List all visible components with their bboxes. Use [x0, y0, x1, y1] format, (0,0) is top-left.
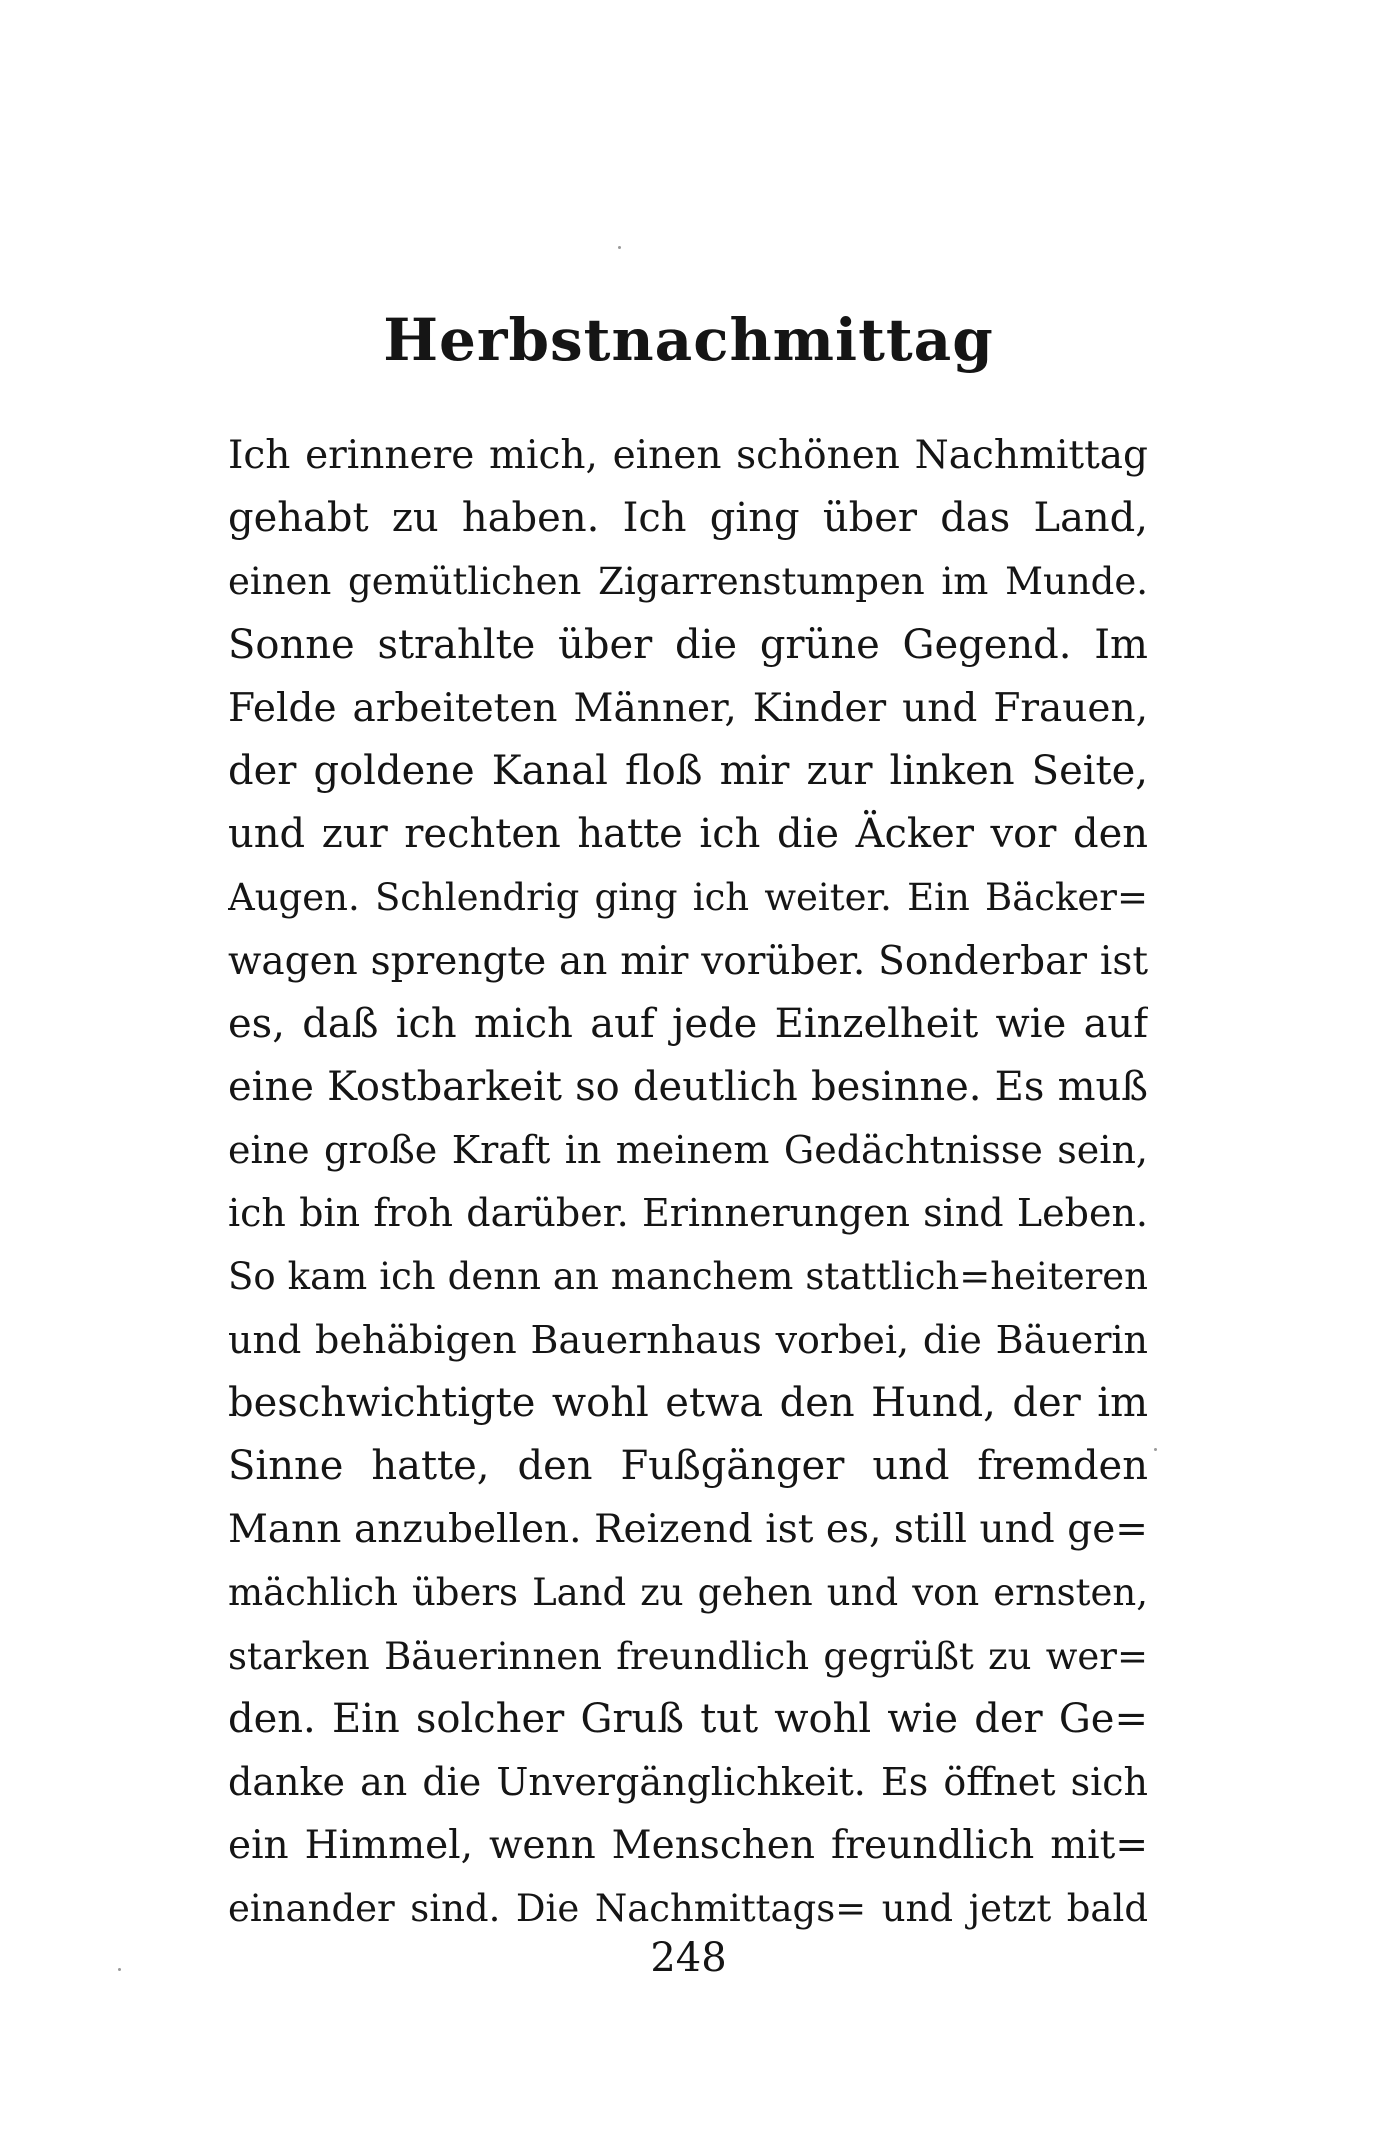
- text-line: danke an die Unvergänglichkeit. Es öffnet sich: [228, 1759, 1148, 1804]
- text-line: einander sind. Die Nachmittags= und jetzt bald: [228, 1887, 1148, 1931]
- text-line: Sinne hatte, den Fußgänger und fremden: [228, 1443, 1148, 1489]
- page-number: 248: [650, 1935, 727, 1981]
- text-line: Augen. Schlendrig ging ich weiter. Ein Bäcker=: [228, 876, 1148, 920]
- text-line: den. Ein solcher Gruß tut wohl wie der Ge=: [228, 1695, 1148, 1742]
- text-line: Felde arbeiteten Männer, Kinder und Frauen,: [228, 685, 1148, 731]
- body-text: [228, 424, 1148, 1941]
- text-line: eine große Kraft in meinem Gedächtnisse sein,: [228, 1128, 1148, 1173]
- text-line: ein Himmel, wenn Menschen freundlich mit=: [228, 1823, 1148, 1869]
- text-line: Mann anzubellen. Reizend ist es, still und ge=: [228, 1507, 1148, 1553]
- text-line: es, daß ich mich auf jede Einzelheit wie auf: [228, 1000, 1148, 1047]
- text-line: starken Bäuerinnen freundlich gegrüßt zu wer=: [228, 1634, 1148, 1678]
- text-line: mächlich übers Land zu gehen und von ernsten,: [228, 1571, 1148, 1615]
- text-line: einen gemütlichen Zigarrenstumpen im Munde.: [228, 560, 1148, 604]
- text-line: gehabt zu haben. Ich ging über das Land,: [228, 495, 1148, 542]
- text-line: und behäbigen Bauernhaus vorbei, die Bäuerin: [228, 1317, 1148, 1362]
- chapter-title: Herbstnachmittag: [383, 306, 994, 374]
- paper-speck: [1154, 1448, 1157, 1451]
- text-line: ich bin froh darüber. Erinnerungen sind Leben.: [228, 1191, 1148, 1236]
- text-line: der goldene Kanal floß mir zur linken Seite,: [228, 747, 1148, 794]
- text-line: beschwichtigte wohl etwa den Hund, der im: [228, 1379, 1148, 1426]
- text-line: Ich erinnere mich, einen schönen Nachmittag: [228, 433, 1148, 478]
- paper-speck: [618, 246, 621, 249]
- text-line: und zur rechten hatte ich die Äcker vor den: [228, 811, 1148, 858]
- text-line: So kam ich denn an manchem stattlich=heiteren: [228, 1255, 1148, 1299]
- text-line: Sonne strahlte über die grüne Gegend. Im: [228, 621, 1148, 668]
- text-line: eine Kostbarkeit so deutlich besinne. Es muß: [228, 1063, 1148, 1110]
- text-line: wagen sprengte an mir vorüber. Sonderbar ist: [228, 938, 1148, 984]
